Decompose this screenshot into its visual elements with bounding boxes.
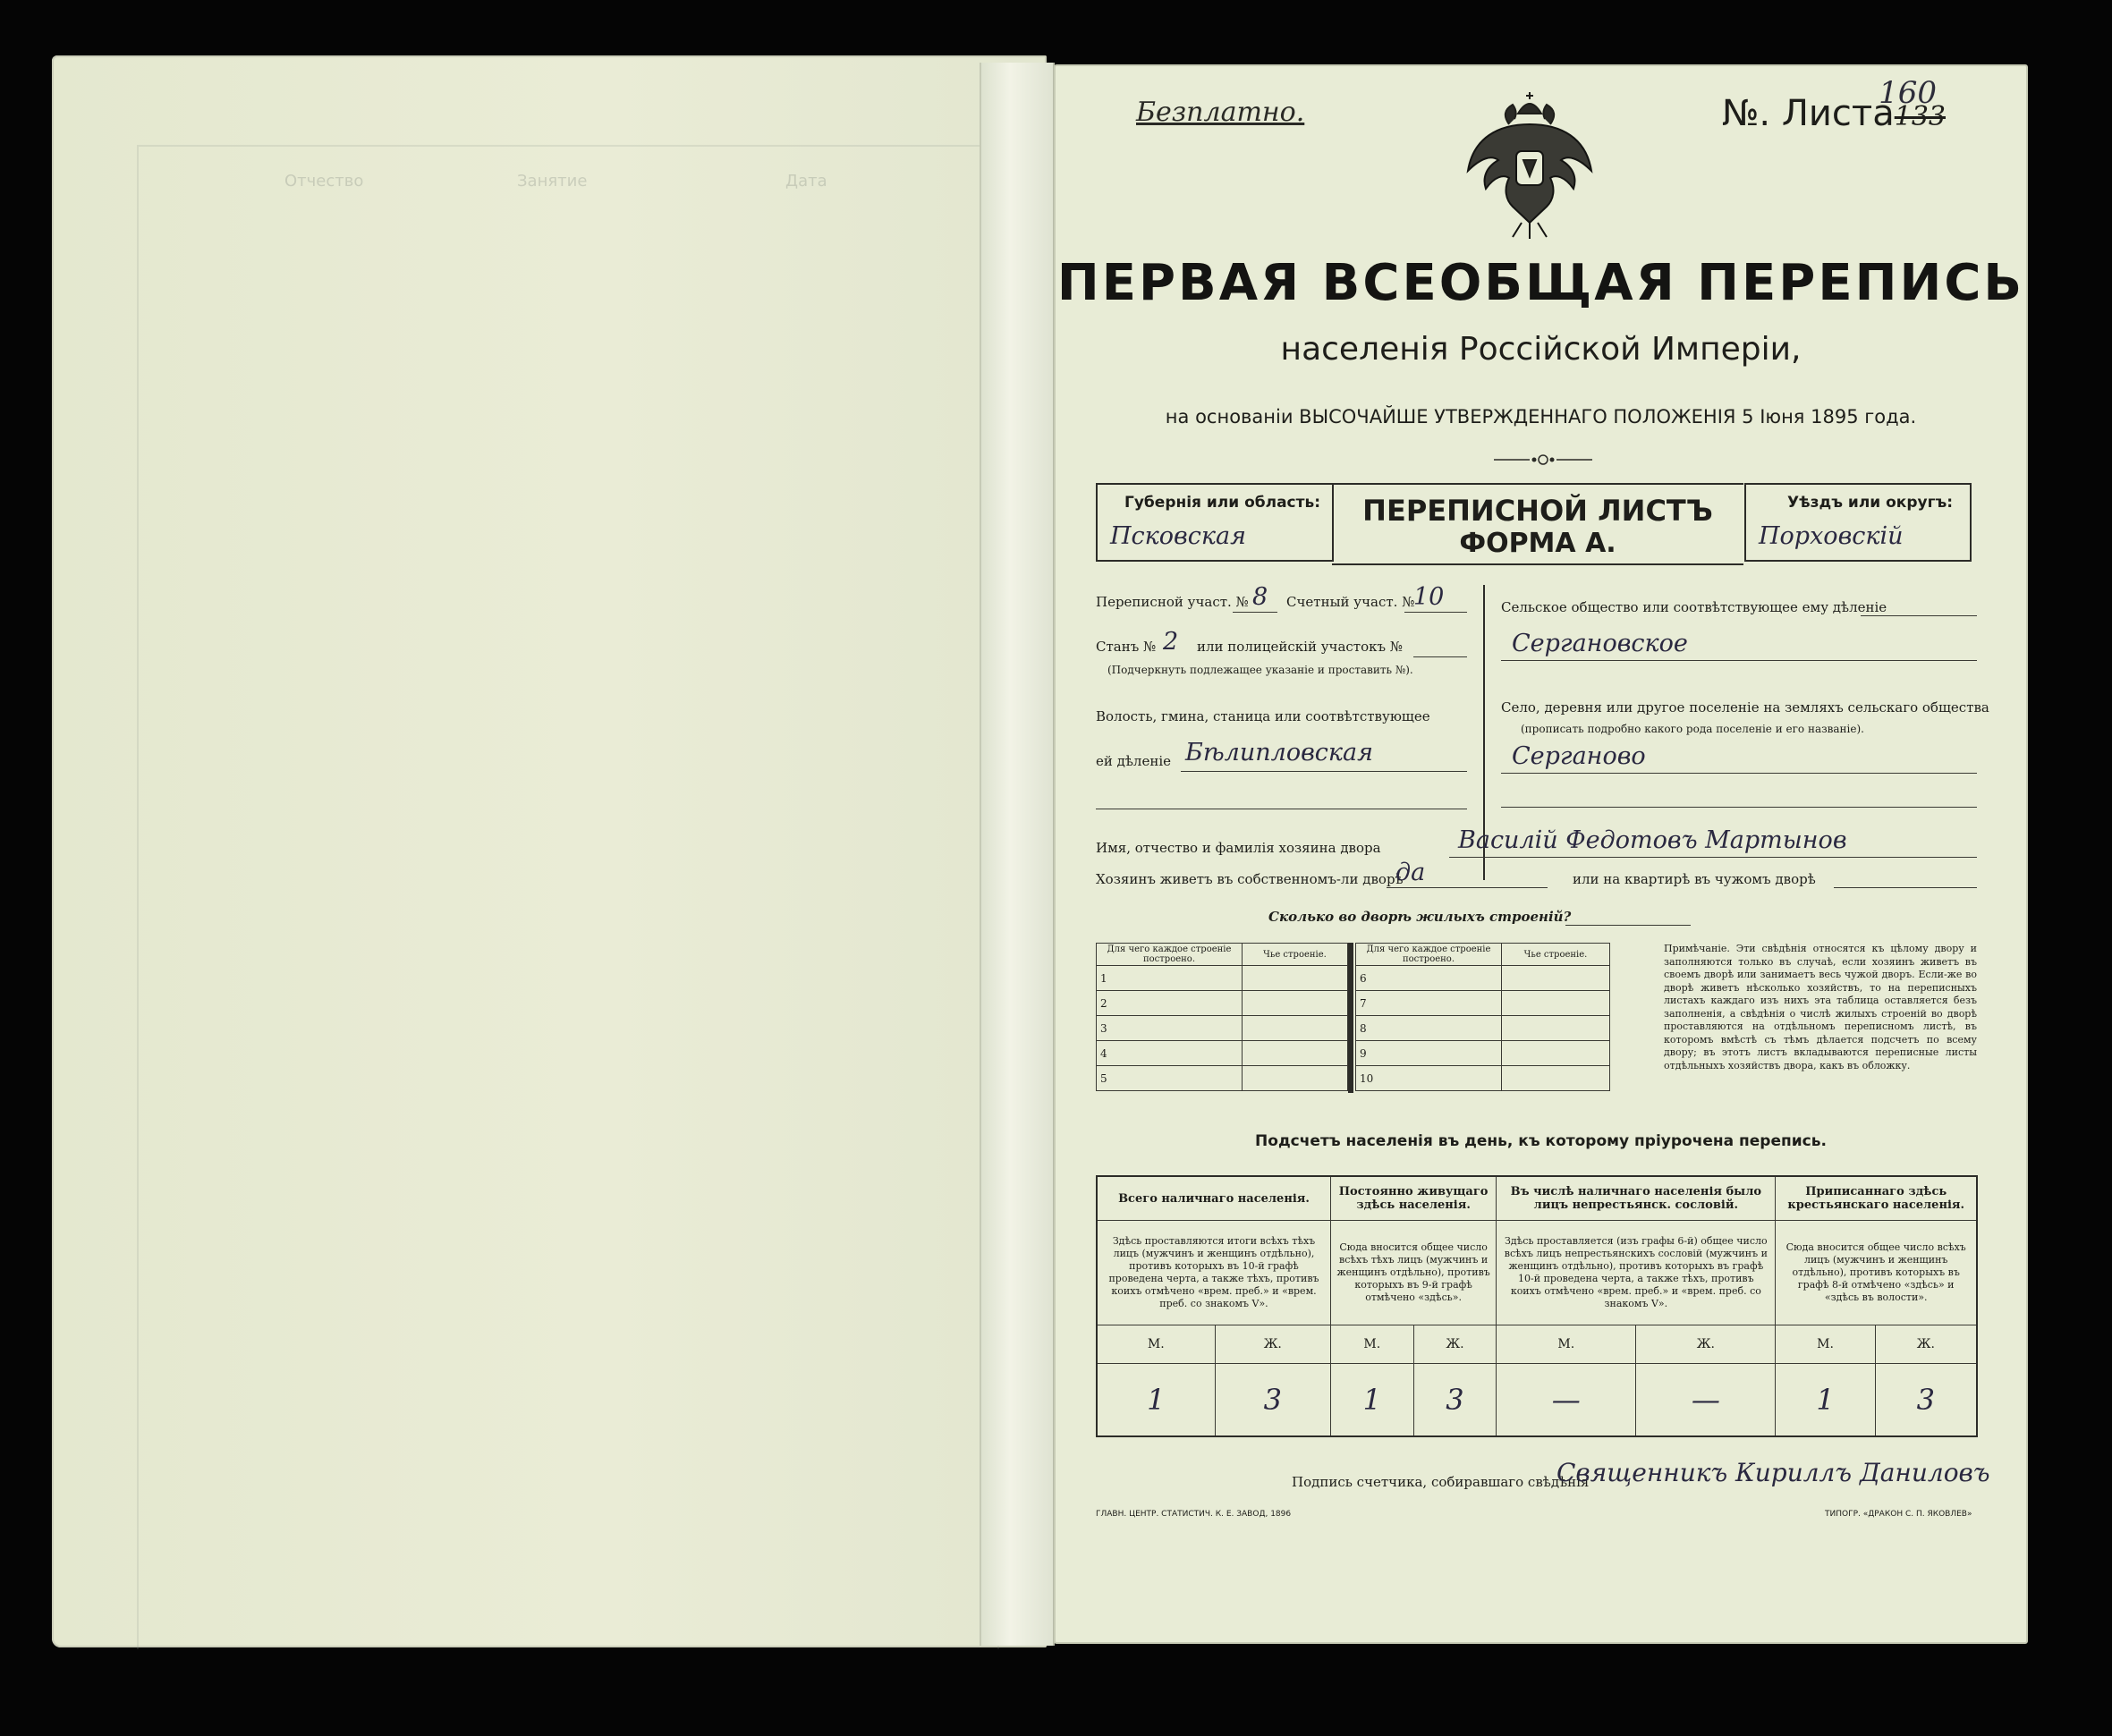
police-label: или полицейскій участокъ № — [1197, 639, 1404, 655]
count-value: 3 — [1875, 1364, 1977, 1437]
count-value: 1 — [1776, 1364, 1875, 1437]
form-subtitle-a: ФОРМА А. — [1459, 528, 1616, 559]
selo-value: Серганово — [1512, 742, 1646, 770]
count-col-title: Постоянно живущаго здѣсь населенія. — [1330, 1176, 1496, 1221]
printer-left: ГЛАВН. ЦЕНТР. СТАТИСТИЧ. К. Е. ЗАВОД, 1896 — [1096, 1510, 1292, 1519]
count-heading: Подсчетъ населенія въ день, къ которому пріурочена перепись. — [1255, 1132, 1827, 1150]
imperial-eagle-icon — [1463, 89, 1597, 241]
gubernia-label: Губернія или область: — [1124, 494, 1321, 512]
buildings-table-right — [1355, 943, 1610, 1091]
bleed-through-text: Дата — [785, 172, 827, 191]
count-col-desc: Сюда вносится общее число всѣхъ тѣхъ лицъ (мужчинъ и женщинъ отдѣльно), противъ которыхъ въ 9-й графѣ отмѣчено «здѣсь». — [1330, 1221, 1496, 1325]
count-value: — — [1497, 1364, 1636, 1437]
perepisnoy-label: Переписной участ. № — [1096, 594, 1249, 610]
stan-value: 2 — [1163, 628, 1179, 656]
obshchestvo-label: Сельское общество или соотвѣтствующее ему дѣленіе — [1501, 599, 1887, 615]
population-count-table — [1096, 1175, 1978, 1437]
uezd-label: Уѣздъ или округъ: — [1787, 494, 1954, 512]
underline-note: (Подчеркнуть подлежащее указаніе и проставить №). — [1107, 664, 1413, 676]
count-value: 1 — [1330, 1364, 1413, 1437]
volost-value: Бѣлипловская — [1185, 739, 1374, 766]
signature-label: Подпись счетчика, собиравшаго свѣдѣнія — [1292, 1474, 1590, 1490]
table-row: 6 — [1356, 966, 1610, 991]
count-col-title: Въ числѣ наличнаго населенія было лицъ непрестьянск. сословій. — [1497, 1176, 1776, 1221]
lives-label: Хозяинъ живетъ въ собственномъ-ли дворѣ — [1096, 871, 1404, 887]
count-col-title: Приписаннаго здѣсь крестьянскаго населенія. — [1776, 1176, 1977, 1221]
table-row: 7 — [1356, 991, 1610, 1016]
female-header: Ж. — [1413, 1325, 1497, 1364]
bleed-through-text: Занятие — [517, 172, 588, 191]
table-row: 3 — [1097, 1016, 1348, 1041]
uezd-box — [1744, 483, 1972, 562]
table-row: 10 — [1356, 1066, 1610, 1091]
buildings-heading: Сколько во дворѣ жилыхъ строеній? — [1268, 909, 1572, 925]
table-row: 2 — [1097, 991, 1348, 1016]
count-value: 1 — [1097, 1364, 1215, 1437]
buildings-note: Примѣчаніе. Эти свѣдѣнія относятся къ цѣлому двору и заполняются только въ случаѣ, если хозяинъ живетъ въ своемъ дворѣ или занимаетъ весь чужой дворъ. Если-же во дворѣ живетъ нѣсколько хозяйствъ, то на переписныхъ листахъ каждаго изъ нихъ эта таблица оставляется безъ заполненія, а свѣдѣнія о числѣ жилыхъ строеній во дворѣ проставляются на отдѣльномъ переписномъ листѣ, въ которомъ вмѣстѣ съ тѣмъ дѣлается подсчетъ по всему двору; въ этотъ листъ вкладываются переписные листы отдѣльныхъ хозяйствъ двора, какъ въ обложку. — [1664, 943, 1977, 1071]
buildings-table-left — [1096, 943, 1348, 1091]
table-row: 9 — [1356, 1041, 1610, 1066]
col-what: Для чего каждое строеніе построено. — [1097, 944, 1243, 966]
col-what: Для чего каждое строеніе построено. — [1356, 944, 1502, 966]
count-col-desc: Здѣсь проставляется (изъ графы 6-й) общее число всѣхъ лицъ непрестьянскихъ сословій (мужчинъ и женщинъ отдѣльно), противъ которыхъ въ графѣ 10-й проведена черта, а также тѣхъ, противъ коихъ отмѣчено «врем. преб.» и «врем. преб. со знакомъ V». — [1497, 1221, 1776, 1325]
gubernia-value: Псковская — [1110, 522, 1246, 550]
gubernia-box — [1096, 483, 1334, 562]
count-col-title: Всего наличнаго населенія. — [1097, 1176, 1330, 1221]
obshchestvo-value: Сергановское — [1512, 630, 1688, 657]
schetny-value: 10 — [1413, 583, 1445, 611]
count-col-desc: Здѣсь проставляются итоги всѣхъ тѣхъ лицъ (мужчинъ и женщинъ отдѣльно), противъ которыхъ въ 10-й графѣ проведена черта, а также тѣхъ, противъ коихъ отмѣчено «врем. преб.» и «врем. преб. со знакомъ V». — [1097, 1221, 1330, 1325]
owner-label: Имя, отчество и фамилія хозяина двора — [1096, 840, 1381, 856]
lives-label-2: или на квартирѣ въ чужомъ дворѣ — [1573, 871, 1816, 887]
male-header: М. — [1497, 1325, 1636, 1364]
form-title-box — [1332, 483, 1743, 565]
bleed-through-text: Отчество — [284, 172, 364, 191]
female-header: Ж. — [1636, 1325, 1776, 1364]
female-header: Ж. — [1215, 1325, 1330, 1364]
col-whose: Чье строеніе. — [1502, 944, 1610, 966]
selo-note: (прописать подробно какого рода поселеніе и его названіе). — [1521, 723, 1864, 735]
count-value: — — [1636, 1364, 1776, 1437]
form-main-title: ПЕРВАЯ ВСЕОБЩАЯ ПЕРЕПИСЬ — [1056, 254, 2025, 312]
signature-value: Священникъ Кириллъ Даниловъ — [1556, 1458, 1990, 1487]
table-row: 1 — [1097, 966, 1348, 991]
table-row: 4 — [1097, 1041, 1348, 1066]
form-subtitle: населенія Россійской Имперіи, — [1280, 331, 1802, 368]
table-row: 8 — [1356, 1016, 1610, 1041]
book-gutter — [980, 63, 1055, 1646]
volost-label-2: ей дѣленіе — [1096, 753, 1172, 769]
owner-value: Василій Федотовъ Мартынов — [1458, 826, 1847, 854]
volost-label: Волость, гмина, станица или соотвѣтствующее — [1096, 708, 1430, 724]
free-label: Безплатно. — [1136, 97, 1305, 128]
col-whose: Чье строеніе. — [1243, 944, 1348, 966]
stan-label: Станъ № — [1096, 639, 1157, 655]
form-legal-basis: на основаніи ВЫСОЧАЙШЕ УТВЕРЖДЕННАГО ПОЛОЖЕНІЯ 5 Іюня 1895 года. — [1165, 406, 1917, 428]
male-header: М. — [1776, 1325, 1875, 1364]
count-value: 3 — [1413, 1364, 1497, 1437]
female-header: Ж. — [1875, 1325, 1977, 1364]
lives-value: да — [1395, 859, 1426, 886]
perepisnoy-value: 8 — [1252, 583, 1268, 611]
count-col-desc: Сюда вносится общее число всѣхъ лицъ (мужчинъ и женщинъ отдѣльно), противъ которыхъ въ графѣ 8-й отмѣчено «здѣсь» и «здѣсь въ волости». — [1776, 1221, 1977, 1325]
table-divider — [1348, 943, 1353, 1093]
sheet-number-label: №. Листа — [1721, 93, 1895, 134]
form-title: ПЕРЕПИСНОЙ ЛИСТЪ — [1362, 494, 1713, 528]
schetny-label: Счетный участ. № — [1286, 594, 1415, 610]
sheet-number-handwritten: 160 — [1879, 75, 1937, 111]
sheet-number-struck: 133 — [1894, 101, 1946, 132]
selo-label: Село, деревня или другое поселеніе на земляхъ сельскаго общества — [1501, 699, 1989, 716]
male-header: М. — [1097, 1325, 1215, 1364]
printer-right: ТИПОГР. «ДРАКОН С. П. ЯКОВЛЕВ» — [1825, 1510, 1972, 1519]
census-form-page — [1054, 64, 2028, 1644]
count-value: 3 — [1215, 1364, 1330, 1437]
table-row: 5 — [1097, 1066, 1348, 1091]
left-page — [52, 55, 1047, 1647]
bleed-through-frame — [137, 145, 999, 1649]
ornament-divider-icon — [1494, 453, 1592, 467]
male-header: М. — [1330, 1325, 1413, 1364]
uezd-value: Порховскій — [1759, 522, 1904, 550]
